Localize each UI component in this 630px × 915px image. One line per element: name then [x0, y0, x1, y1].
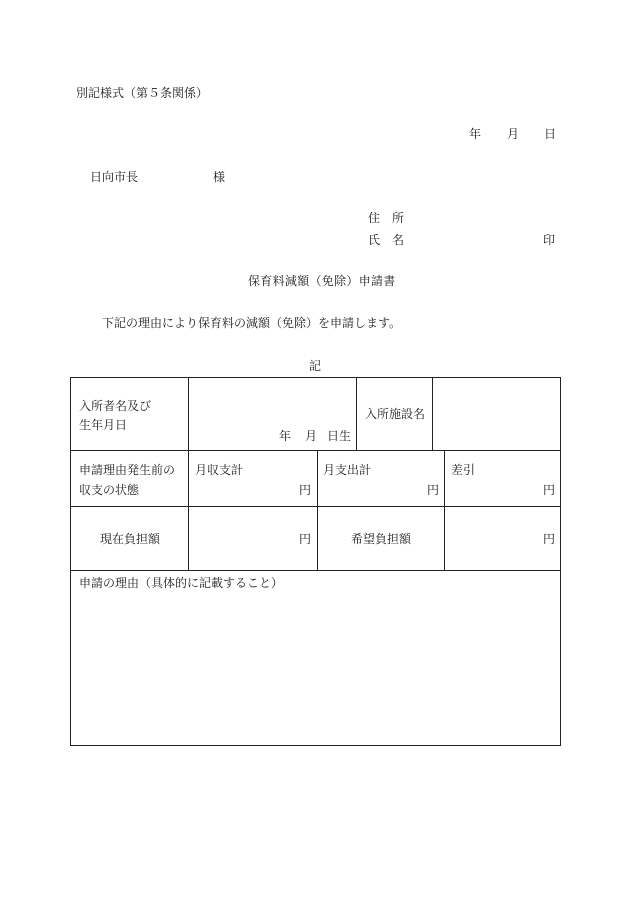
current-burden-unit: 円 [299, 532, 312, 546]
reason-field[interactable] [72, 594, 559, 744]
table-col-divider-mid [317, 450, 318, 570]
document-intro: 下記の理由により保育料の減額（免除）を申請します。 [102, 316, 402, 330]
date-year-label: 年 [469, 127, 482, 141]
balance-unit: 円 [543, 483, 556, 497]
enrollee-name-field[interactable] [189, 378, 356, 450]
monthly-income-label: 月収支計 [195, 463, 244, 477]
application-table [70, 377, 561, 746]
monthly-income-unit: 円 [299, 483, 312, 497]
monthly-expense-label: 月支出計 [323, 463, 372, 477]
dob-day-label: 日生 [327, 429, 352, 443]
dob-year-label: 年 [279, 429, 292, 443]
table-col-divider-dob [356, 378, 357, 450]
monthly-expense-unit: 円 [427, 483, 440, 497]
desired-burden-label: 希望負担額 [351, 532, 412, 546]
applicant-name-label: 氏 名 [368, 233, 405, 247]
seal-mark: 印 [543, 233, 556, 247]
addressee-honorific: 様 [213, 170, 226, 184]
desired-burden-unit: 円 [543, 532, 556, 546]
balance-label: 差引 [451, 463, 476, 477]
document-title: 保育料減額（免除）申請書 [248, 274, 396, 288]
prior-status-label-line1: 申請理由発生前の [79, 463, 176, 477]
facility-name-field[interactable] [433, 378, 560, 450]
enrollee-label-line2: 生年月日 [79, 418, 128, 432]
enrollee-label-line1: 入所者名及び [79, 399, 152, 413]
reason-label: 申請の理由（具体的に記載すること） [79, 576, 284, 590]
form-reference: 別記様式（第５条関係） [76, 86, 209, 100]
dob-month-label: 月 [305, 429, 318, 443]
addressee-name: 日向市長 [90, 170, 139, 184]
date-month-label: 月 [507, 127, 520, 141]
applicant-address-label: 住 所 [368, 211, 405, 225]
current-burden-label: 現在負担額 [100, 532, 161, 546]
prior-status-label-line2: 収支の状態 [79, 483, 140, 497]
facility-label: 入所施設名 [365, 407, 426, 421]
table-col-divider-right [444, 450, 445, 570]
table-row-divider-2 [71, 506, 560, 507]
date-day-label: 日 [544, 127, 557, 141]
table-row-divider-3 [71, 570, 560, 571]
ki-heading: 記 [309, 359, 322, 373]
table-row-divider-1 [71, 450, 560, 451]
